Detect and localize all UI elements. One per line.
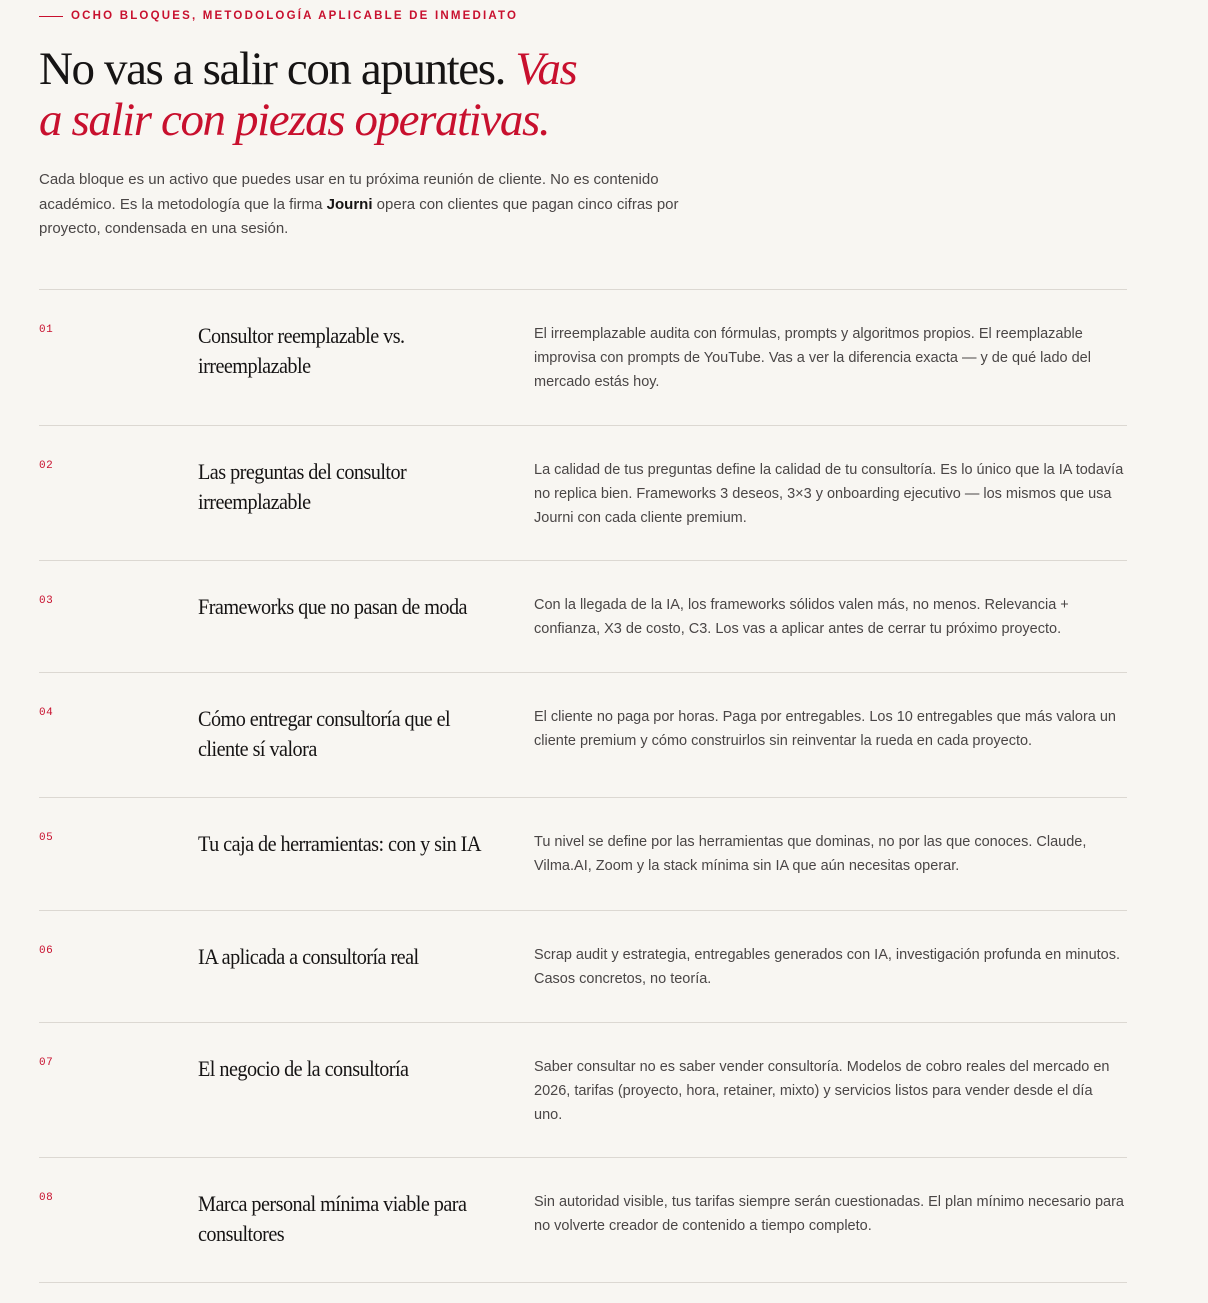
block-number: 03 [39,595,54,607]
block-number: 08 [39,1192,54,1204]
block-title: IA aplicada a consultoría real [198,944,419,969]
block-row [39,798,1127,911]
block-number: 07 [39,1057,54,1069]
block-description: El irreemplazable audita con fórmulas, prompts y algoritmos propios. El reemplazable improvisa con prompts de YouTube. Vas a ver la diferencia exacta — y de qué lado del mercado estás hoy. [534,326,1091,390]
block-row [39,561,1127,673]
blocks-list [39,289,1127,1283]
block-description: El cliente no paga por horas. Paga por entregables. Los 10 entregables que más valora un cliente premium y cómo construirlos sin reinventar la rueda en cada proyecto. [534,709,1116,749]
block-title: Frameworks que no pasan de moda [198,594,467,619]
block-description: Sin autoridad visible, tus tarifas siempre serán cuestionadas. El plan mínimo necesario para no volverte creador de contenido a tiempo completo. [534,1194,1124,1234]
block-title: Marca personal mínima viable para consultores [198,1191,467,1246]
block-row [39,1023,1127,1158]
block-number: 06 [39,945,54,957]
block-description: La calidad de tus preguntas define la calidad de tu consultoría. Es lo único que la IA todavía no replica bien. Frameworks 3 deseos, 3×3 y onboarding ejecutivo — los mismos que usa Journi con cada cliente premium. [534,462,1124,526]
block-title: Cómo entregar consultoría que el cliente sí valora [198,706,451,761]
block-row [39,911,1127,1023]
section-eyebrow [39,10,518,22]
block-title: El negocio de la consultoría [198,1056,409,1081]
block-description: Scrap audit y estrategia, entregables generados con IA, investigación profunda en minutos. Casos concretos, no teoría. [534,947,1121,987]
lede-brand: Journi [326,195,373,213]
block-title: Las preguntas del consultor irreemplazable [198,459,407,514]
block-description: Saber consultar no es saber vender consultoría. Modelos de cobro reales del mercado en 2026, tarifas (proyecto, hora, retainer, mixto) y servicios listos para vender desde el día uno. [534,1059,1110,1123]
block-description: Tu nivel se define por las herramientas que dominas, no por las que conoces. Claude, Vilma.AI, Zoom y la stack mínima sin IA que aún necesitas operar. [534,834,1087,874]
block-title: Tu caja de herramientas: con y sin IA [198,831,481,856]
section-lede [39,168,729,242]
block-number: 01 [39,324,54,336]
block-title: Consultor reemplazable vs. irreemplazable [198,323,405,378]
eyebrow-label: OCHO BLOQUES, METODOLOGÍA APLICABLE DE INMEDIATO [71,10,519,22]
block-description: Con la llegada de la IA, los frameworks sólidos valen más, no menos. Relevancia + confianza, X3 de costo, C3. Los vas a aplicar antes de cerrar tu próximo proyecto. [534,597,1069,637]
lede-after: opera con clientes que pagan cinco cifras por proyecto, condensada en una sesión. [39,195,679,237]
block-row [39,426,1127,561]
lede-before: Cada bloque es un activo que puedes usar en tu próxima reunión de cliente. No es contenido académico. Es la metodología que la firma [39,171,659,213]
block-row [39,1158,1127,1283]
block-row [39,290,1127,426]
eyebrow-rule [39,16,63,17]
block-row [39,673,1127,798]
block-number: 04 [39,707,54,719]
block-number: 02 [39,460,54,472]
headline-lead: No vas a salir con apuntes. [39,43,516,95]
block-number: 05 [39,832,54,844]
headline-accent: Vas a salir con piezas operativas. [39,43,577,146]
section-headline [39,44,599,146]
